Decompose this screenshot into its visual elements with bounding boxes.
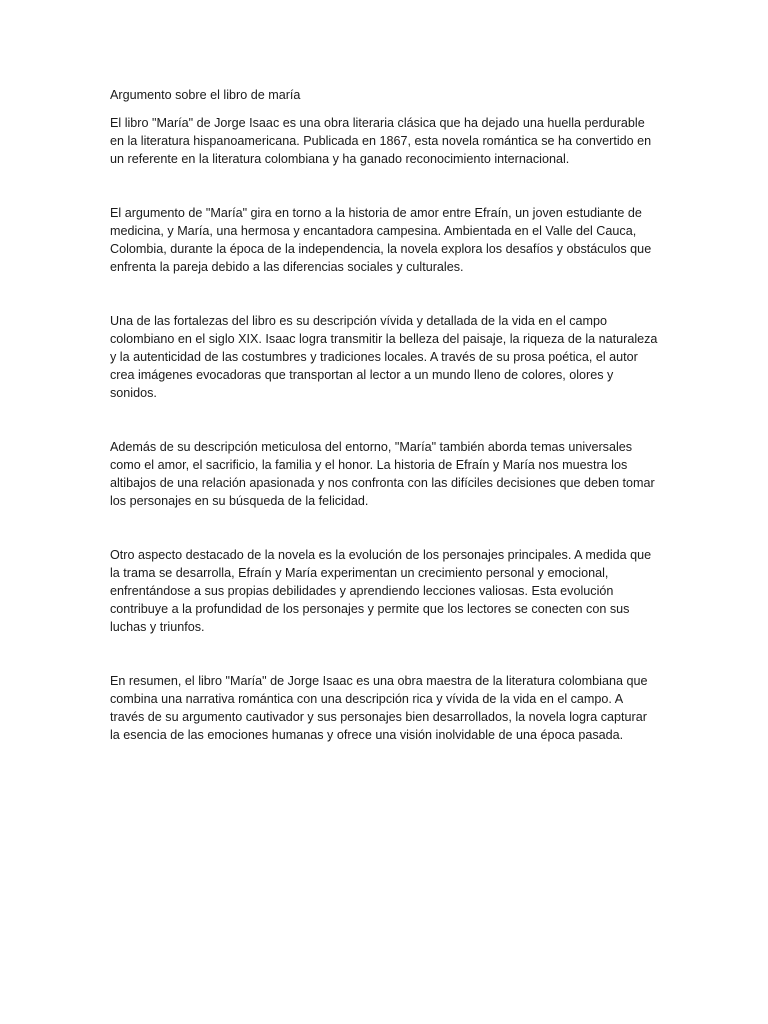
paragraph-themes: Además de su descripción meticulosa del entorno, "María" también aborda temas universales como el amor, el sacrificio, la familia y el honor. La historia de Efraín y María nos muestra los altibajos de una relación apasionada y nos confronta con las difíciles decisiones que deben tomar los personajes en su búsqueda de la felicidad. [110, 440, 655, 508]
document-title: Argumento sobre el libro de maría [110, 88, 301, 102]
paragraph-spacer [110, 402, 658, 438]
paragraph-introduction: El libro "María" de Jorge Isaac es una obra literaria clásica que ha dejado una huella perdurable en la literatura hispanoamericana. Publicada en 1867, esta novela romántica se ha convertido en un referente en la literatura colombiana y ha ganado reconocimiento internacional. [110, 116, 652, 166]
paragraph-spacer [110, 168, 658, 204]
paragraph-spacer [110, 510, 658, 546]
paragraph-spacer [110, 636, 658, 672]
paragraph-strengths: Una de las fortalezas del libro es su descripción vívida y detallada de la vida en el campo colombiano en el siglo XIX. Isaac logra transmitir la belleza del paisaje, la riqueza de la naturaleza y la autenticidad de las costumbres y tradiciones locales. A través de su prosa poética, el autor crea imágenes evocadoras que transportan al lector a un mundo lleno de colores, olores y sonidos. [110, 314, 658, 400]
document-body [110, 86, 658, 744]
paragraph-plot: El argumento de "María" gira en torno a la historia de amor entre Efraín, un joven estudiante de medicina, y María, una hermosa y encantadora campesina. Ambientada en el Valle del Cauca, Colombia, durante la época de la independencia, la novela explora los desafíos y obstáculos que enfrenta la pareja debido a las diferencias sociales y culturales. [110, 206, 652, 274]
paragraph-conclusion: En resumen, el libro "María" de Jorge Isaac es una obra maestra de la literatura colombiana que combina una narrativa romántica con una descripción rica y vívida de la vida en el campo. A través de su argumento cautivador y sus personajes bien desarrollados, la novela logra capturar la esencia de las emociones humanas y ofrece una visión inolvidable de una época pasada. [110, 674, 648, 742]
paragraph-characters: Otro aspecto destacado de la novela es la evolución de los personajes principales. A medida que la trama se desarrolla, Efraín y María experimentan un crecimiento personal y emocional, enfrentándose a sus propias debilidades y aprendiendo lecciones valiosas. Esta evolución contribuye a la profundidad de los personajes y permite que los lectores se conecten con sus luchas y triunfos. [110, 548, 652, 634]
paragraph-spacer [110, 276, 658, 312]
